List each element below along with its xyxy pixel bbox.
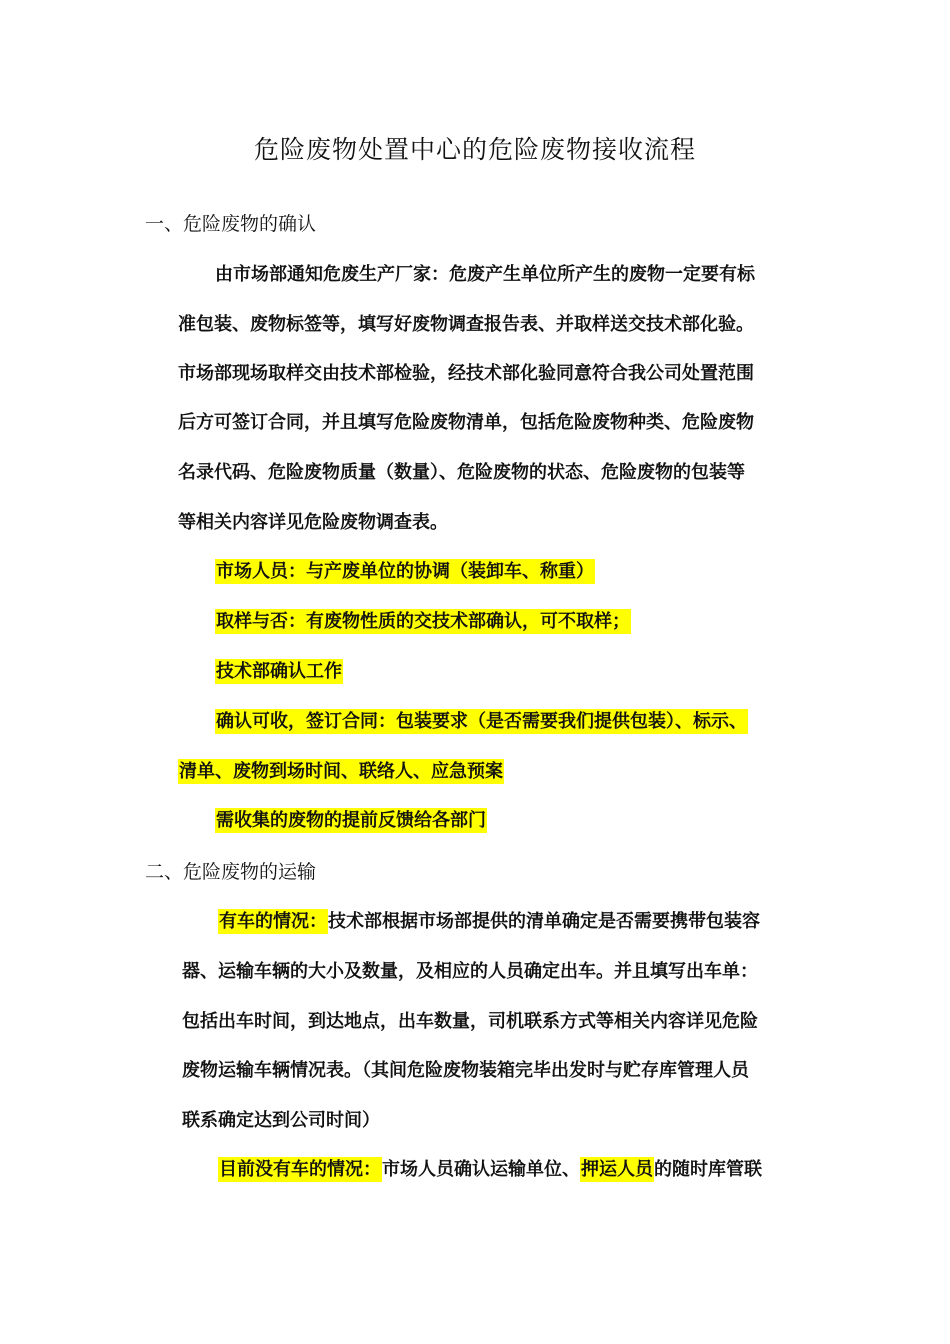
highlight-text: 需收集的废物的提前反馈给各部门 bbox=[216, 810, 486, 831]
paragraph-line: 市场部现场取样交由技术部检验，经技术部化验同意符合我公司处置范围 bbox=[178, 363, 754, 384]
paragraph-line: 器、运输车辆的大小及数量，及相应的人员确定出车。并且填写出车单： bbox=[182, 961, 758, 982]
highlighted-line bbox=[178, 757, 504, 787]
highlight-label: 有车的情况： bbox=[219, 911, 327, 932]
highlighted-line bbox=[215, 607, 631, 637]
paragraph-line: 名录代码、危险废物质量（数量）、危险废物的状态、危险废物的包装等 bbox=[178, 462, 745, 483]
highlight-text: 押运人员 bbox=[581, 1159, 653, 1180]
section-heading-transport: 二、危险废物的运输 bbox=[145, 861, 317, 883]
highlighted-line bbox=[215, 557, 595, 587]
highlight-text: 技术部确认工作 bbox=[216, 661, 342, 682]
paragraph-text: 市场人员确认运输单位、 bbox=[382, 1159, 580, 1180]
highlight-text: 清单、废物到场时间、联络人、应急预案 bbox=[179, 761, 503, 782]
highlight-text: 取样与否：有废物性质的交技术部确认，可不取样； bbox=[216, 611, 630, 632]
highlight-text: 确认可收，签订合同：包装要求（是否需要我们提供包装）、标示、 bbox=[216, 711, 747, 732]
paragraph-line bbox=[218, 907, 760, 937]
highlighted-line bbox=[215, 657, 343, 687]
paragraph-line: 后方可签订合同，并且填写危险废物清单，包括危险废物种类、危险废物 bbox=[178, 412, 754, 433]
section-heading-confirmation: 一、危险废物的确认 bbox=[145, 213, 317, 235]
highlighted-line bbox=[215, 806, 487, 836]
paragraph-text: 技术部根据市场部提供的清单确定是否需要携带包装容 bbox=[328, 911, 760, 932]
highlighted-line bbox=[215, 707, 748, 737]
paragraph-line: 等相关内容详见危险废物调查表。 bbox=[178, 512, 448, 533]
paragraph-line: 联系确定达到公司时间） bbox=[182, 1110, 380, 1131]
paragraph-line: 包括出车时间，到达地点，出车数量，司机联系方式等相关内容详见危险 bbox=[182, 1011, 758, 1032]
paragraph-line bbox=[218, 1155, 762, 1185]
document-title: 危险废物处置中心的危险废物接收流程 bbox=[253, 135, 696, 164]
highlight-label: 目前没有车的情况： bbox=[219, 1159, 381, 1180]
paragraph-text: 的随时库管联 bbox=[654, 1159, 762, 1180]
paragraph-line: 废物运输车辆情况表。（其间危险废物装箱完毕出发时与贮存库管理人员 bbox=[182, 1060, 749, 1081]
paragraph-line: 准包装、废物标签等，填写好废物调查报告表、并取样送交技术部化验。 bbox=[178, 314, 754, 335]
highlight-text: 市场人员：与产废单位的协调（装卸车、称重） bbox=[216, 561, 594, 582]
paragraph-line: 由市场部通知危废生产厂家：危废产生单位所产生的废物一定要有标 bbox=[215, 264, 755, 285]
